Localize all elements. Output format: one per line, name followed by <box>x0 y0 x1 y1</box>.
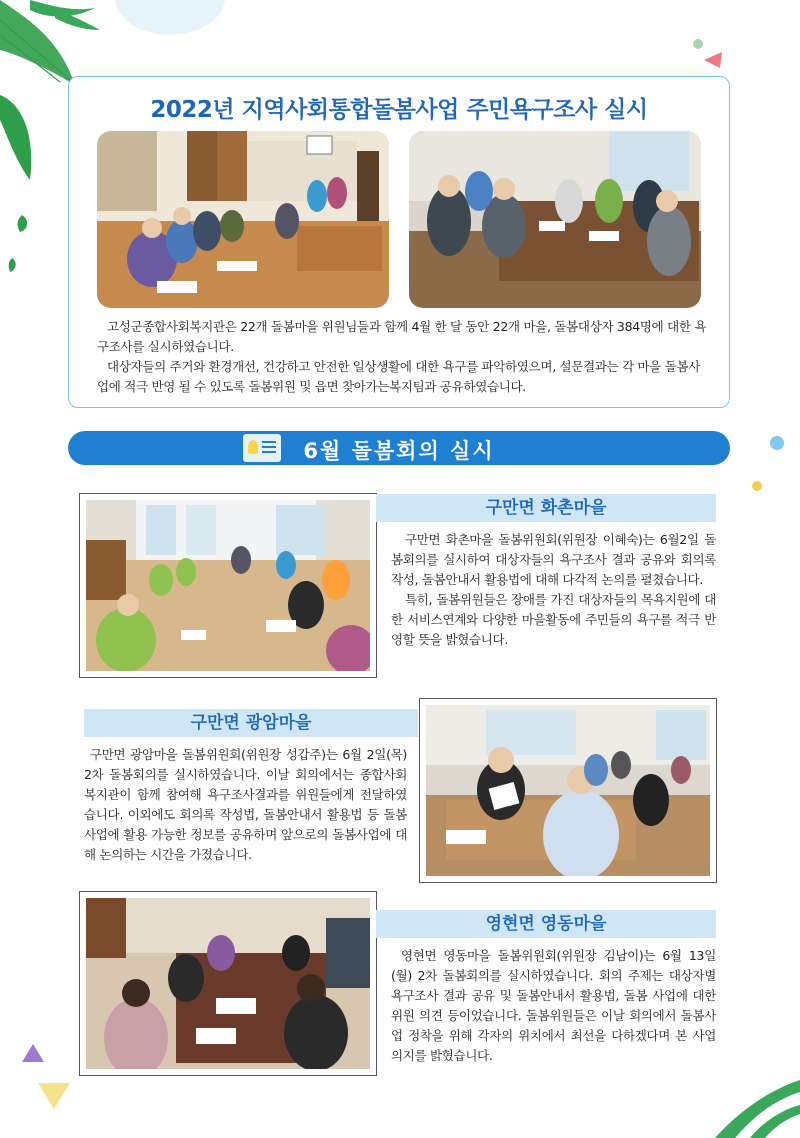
leaf-decoration-bottom-right <box>700 1070 800 1138</box>
survey-section <box>68 76 730 408</box>
section3-photo <box>86 898 370 1069</box>
survey-paragraph-1: 고성군종합사회복지관은 22개 돌봄마을 위원님들과 함께 4월 한 달 동안 22개 마을, 돌봄대상자 384명에 대한 욕구조사를 실시하였습니다. <box>97 319 707 354</box>
section2-title: 구만면 광암마을 <box>84 709 418 737</box>
deco-dot-blue <box>770 436 784 450</box>
section1-photo <box>86 500 370 671</box>
deco-triangle-pink <box>704 52 722 68</box>
survey-title: 2022년 지역사회통합돌봄사업 주민욕구조사 실시 <box>150 97 648 123</box>
deco-triangle-purple <box>22 1044 44 1062</box>
section3-title: 영현면 영동마을 <box>376 910 716 938</box>
deco-dot-yellow <box>752 481 762 491</box>
deco-triangle-yellow <box>38 1083 70 1109</box>
section1-photo-frame <box>79 493 377 678</box>
section3-paragraph-1: 영현면 영동마을 돌봄위원회(위원장 김남이)는 6월 13일(월) 2차 돌봄회의를 실시하였습니다. 회의 주제는 대상자별 욕구조사 결과 공유 및 돌봄안내서 활용법, 돌봄 사업에 대한 위원 의견 등이었습니다. 돌봄위원들은 이날 회의에서 돌봄사업 정착을 위해 각자의 위치에서 최선을 다하겠다며 본 사업 의지를 밝혔습니다. <box>391 948 716 1063</box>
survey-photo-left <box>97 131 389 308</box>
meeting-banner <box>68 431 730 465</box>
section1-paragraph-1: 구만면 화촌마을 돌봄위원회(위원장 이혜숙)는 6월2일 돌봄회의를 실시하여 대상자들의 욕구조사 결과 공유와 회의록 작성, 돌봄안내서 활용법에 대해 다각적 논의를 펼쳤습니다. <box>391 532 716 587</box>
survey-paragraph-2: 대상자들의 주거와 환경개선, 건강하고 안전한 일상생활에 대한 욕구를 파악하였으며, 설문결과는 각 마을 돌봄사업에 적극 반영 될 수 있도록 돌봄위원 및 읍면 찾아가는복지팀과 공유하였습니다. <box>97 359 701 394</box>
survey-photo-right <box>409 131 701 308</box>
section2-photo-frame <box>419 698 717 883</box>
section1-title: 구만면 화촌마을 <box>376 494 716 522</box>
section1-paragraph-2: 특히, 돌봄위원들은 장애를 가진 대상자들의 목욕지원에 대한 서비스연계와 다양한 마을활동에 주민들의 욕구를 적극 반영할 뜻을 밝혔습니다. <box>391 592 716 647</box>
section2-paragraph-1: 구만면 광암마을 돌봄위원회(위원장 성갑주)는 6월 2일(목) 2차 돌봄회의를 실시하였습니다. 이날 회의에서는 종합사회복지관이 함께 참여해 욕구조사결과를 위원들에게 전달하였습니다. 이외에도 회의록 작성법, 돌봄안내서 활용법 등 돌봄사업에 활용 가능한 정보를 공유하며 앞으로의 돌봄사업에 대해 논의하는 시간을 가졌습니다. <box>84 747 407 862</box>
section2-photo <box>426 705 710 876</box>
deco-dot-green <box>693 39 703 49</box>
section3-photo-frame <box>79 891 377 1076</box>
meeting-banner-title: 6월 돌봄회의 실시 <box>303 439 495 463</box>
deco-circle-large <box>115 0 225 35</box>
